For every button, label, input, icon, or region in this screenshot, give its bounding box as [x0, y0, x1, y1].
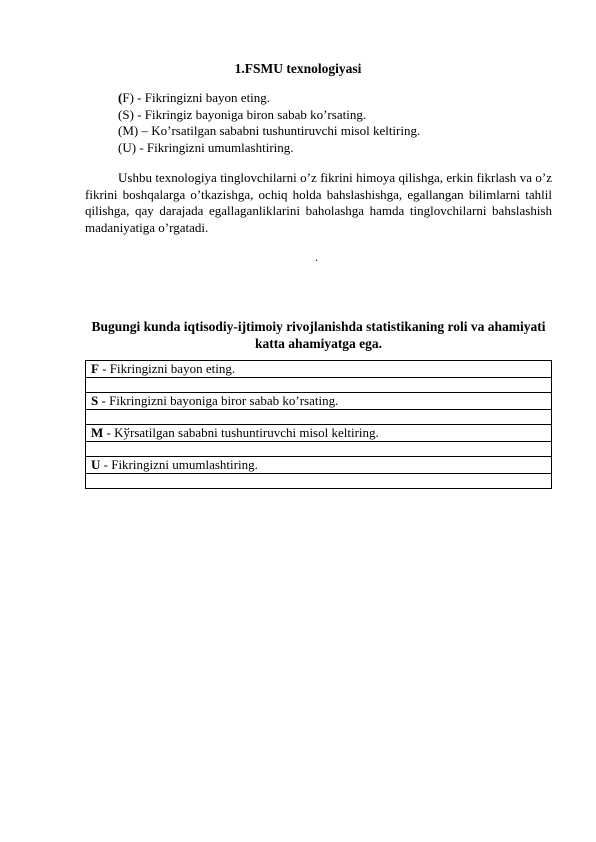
fsmu-letter: S	[122, 106, 130, 122]
fsmu-list-item-f	[118, 90, 420, 107]
table-cell	[86, 425, 552, 442]
table-row	[86, 393, 552, 410]
fsmu-letter: M	[122, 123, 134, 138]
fsmu-letter: F	[122, 90, 130, 105]
page-title: 1.FSMU texnologiyasi	[234, 61, 362, 76]
table-row	[86, 425, 552, 442]
table-row-blank	[86, 378, 552, 393]
fsmu-open-paren: (	[118, 139, 123, 155]
table-letter: U	[91, 457, 101, 472]
fsmu-text: - Fikringizni umumlashtiring.	[136, 139, 294, 155]
fsmu-text: - Fikringizni bayon eting.	[133, 90, 271, 105]
table-letter: M	[91, 425, 104, 440]
body-paragraph: Ushbu texnologiya tinglovchilarni o’z fikrini himoya qilishga, erkin fikrlash va o’z fikrini boshqalarga o’tkazishga, ochiq holda bahslashishga, egallangan bilimlarni tahlil qilishga, qay darajada egallaganliklarini baholashga hamda tinglovchilarni bahslashish madaniyatiga o’rgatadi.	[85, 170, 552, 235]
table-cell	[86, 361, 552, 378]
table-cell-blank	[86, 410, 552, 425]
fsmu-list-item-m	[118, 123, 420, 140]
table-cell	[86, 457, 552, 474]
table-cell-blank	[86, 474, 552, 489]
stray-dot: .	[315, 250, 318, 264]
table-letter: S	[91, 393, 99, 408]
fsmu-close-paren: )	[131, 139, 137, 155]
fsmu-text: – Ko’rsatilgan sababni tushuntiruvchi misol keltiring.	[138, 123, 421, 138]
table-text: - Kўrsatilgan sababni tushuntiruvchi misol keltiring.	[103, 425, 379, 440]
fsmu-text: - Fikringiz bayoniga biron sabab ko’rsating.	[133, 106, 367, 122]
table-text: - Fikringizni umumlashtiring.	[100, 457, 258, 472]
table-row-blank	[86, 442, 552, 457]
section-heading: Bugungi kunda iqtisodiy-ijtimoiy rivojlanishda statistikaning roli va ahamiyati katta ahamiyatga ega.	[91, 319, 546, 351]
table-row-blank	[86, 474, 552, 489]
table-cell-blank	[86, 442, 552, 457]
table-row-blank	[86, 410, 552, 425]
fsmu-list	[118, 90, 420, 156]
table-text: - Fikringizni bayon eting.	[98, 361, 236, 376]
fsmu-list-item-s	[118, 107, 420, 124]
table-row	[86, 457, 552, 474]
fsmu-list-item-u	[118, 140, 420, 157]
fsmu-open-paren: (	[118, 123, 123, 138]
table-cell-blank	[86, 378, 552, 393]
fsmu-close-paren: )	[133, 123, 139, 138]
fsmu-open-paren: (	[118, 106, 123, 122]
table-cell	[86, 393, 552, 410]
table-letter: F	[91, 361, 99, 376]
table-text: - Fikringizni bayoniga biror sabab ko’rsating.	[98, 393, 339, 408]
fsmu-open-paren: (	[118, 90, 123, 105]
fsmu-table	[85, 360, 552, 489]
fsmu-letter: U	[122, 139, 132, 155]
fsmu-close-paren: )	[129, 106, 134, 122]
table-row	[86, 361, 552, 378]
fsmu-close-paren: )	[129, 90, 134, 105]
